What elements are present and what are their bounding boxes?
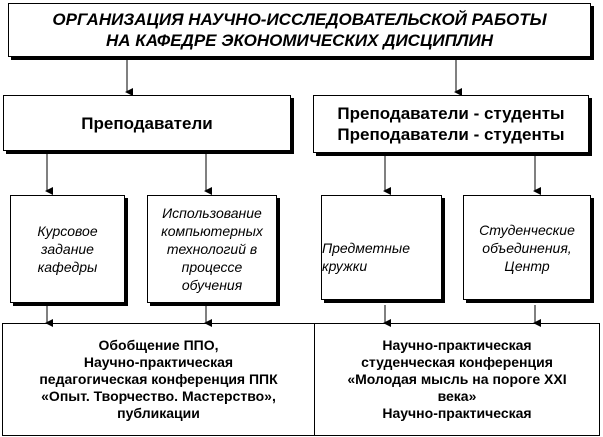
student-unions-label: Студенческие	[479, 221, 575, 238]
title-line: ОРГАНИЗАЦИЯ НАУЧНО-ИССЛЕДОВАТЕЛЬСКОЙ РАБОТЫ	[52, 10, 547, 29]
student-unions-label: объединения,	[482, 239, 572, 256]
student-unions-box	[463, 195, 591, 300]
subject-circles-label: кружки	[322, 257, 368, 274]
title-line: НА КАФЕДРЕ ЭКОНОМИЧЕСКИХ ДИСЦИПЛИН	[106, 31, 493, 50]
computer-tech-box	[147, 195, 277, 303]
bottom-right-line: века»	[437, 388, 477, 404]
teachers-students-label: Преподаватели - студенты	[337, 125, 565, 144]
bottom-right-line: «Молодая мысль на пороге XXI	[347, 371, 567, 387]
computer-tech-label: технологий в	[166, 241, 258, 257]
computer-tech-label: Использование	[162, 205, 262, 221]
bottom-left-line: педагогическая конференция ППК	[39, 371, 278, 387]
bottom-left-line: «Опыт. Творчество. Мастерство»,	[41, 388, 276, 404]
bottom-left-line: публикации	[117, 405, 200, 421]
subject-circles-box	[321, 195, 442, 300]
course-task-label: Курсовое	[37, 223, 98, 239]
bottom-left-text	[3, 324, 314, 435]
teachers-label: Преподаватели	[81, 113, 213, 133]
bottom-left-line: Обобщение ППО,	[98, 337, 219, 353]
teachers-box	[3, 95, 291, 151]
course-task-box	[10, 195, 125, 303]
teachers-students-box	[313, 95, 589, 153]
bottom-right-line: студенческая конференция	[361, 354, 553, 370]
teachers-students-label: Преподаватели - студенты	[337, 104, 565, 123]
bottom-right-text	[315, 324, 599, 435]
bottom-left-line: Научно-практическая	[83, 354, 234, 370]
bottom-right-line: Научно-практическая	[382, 337, 532, 353]
course-task-label: кафедры	[37, 259, 98, 275]
subject-circles-label: Предметные	[322, 239, 410, 256]
computer-tech-label: обучения	[181, 277, 243, 293]
computer-tech-label: процессе	[181, 259, 243, 275]
course-task-label: задание	[41, 241, 94, 257]
computer-tech-label: компьютерных	[161, 223, 263, 239]
student-unions-label: Центр	[504, 257, 550, 274]
diagram-title	[8, 3, 591, 57]
bottom-right-line: Научно-практическая	[382, 405, 532, 421]
